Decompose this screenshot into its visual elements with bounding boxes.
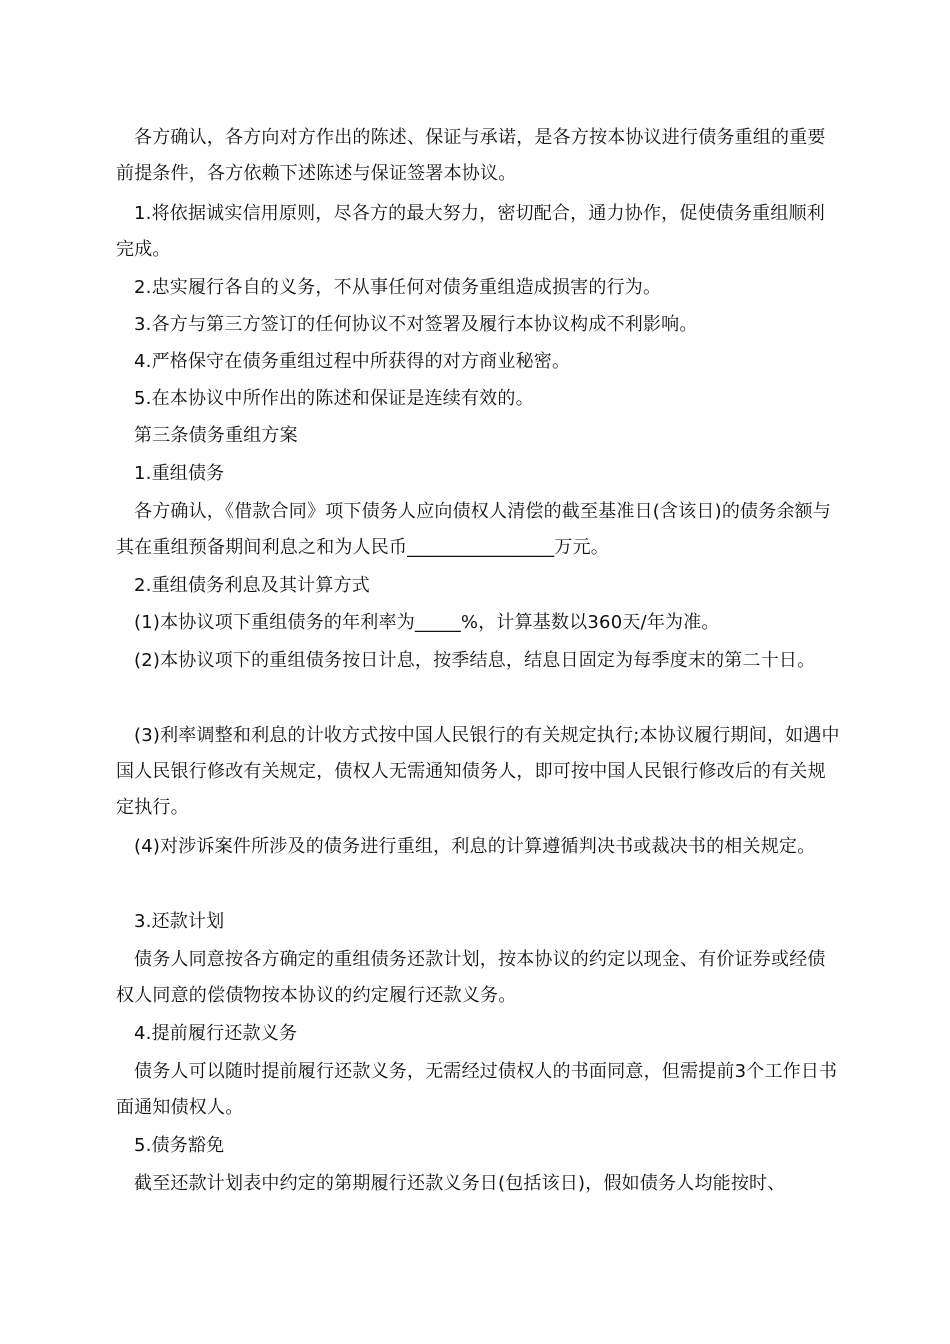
subheading-repayment-plan: 3.还款计划 bbox=[134, 911, 225, 932]
paragraph-early-repayment: 债务人可以随时提前履行还款义务，无需经过债权人的书面同意，但需提前3个工作日书面通知债权人。 bbox=[116, 1061, 838, 1118]
paragraph-rate-adjustment: (3)利率调整和利息的计收方式按中国人民银行的有关规定执行;本协议履行期间，如遇中国人民银行修改有关规定，债权人无需通知债务人，即可按中国人民银行修改后的有关规定执行。 bbox=[116, 725, 840, 818]
paragraph-debt-forgiveness: 截至还款计划表中约定的第期履行还款义务日(包括该日)，假如债务人均能按时、 bbox=[134, 1173, 786, 1194]
paragraph-interest-settlement: (2)本协议项下的重组债务按日计息，按季结息，结息日固定为每季度末的第二十日。 bbox=[134, 650, 816, 671]
paragraph-item-1: 1.将依据诚实信用原则，尽各方的最大努力，密切配合，通力协作，促使债务重组顺利完成。 bbox=[116, 203, 825, 260]
paragraph-litigation-debts: (4)对涉诉案件所涉及的债务进行重组，利息的计算遵循判决书或裁决书的相关规定。 bbox=[134, 836, 816, 857]
subheading-early-repayment: 4.提前履行还款义务 bbox=[134, 1023, 298, 1044]
subheading-interest-calculation: 2.重组债务利息及其计算方式 bbox=[134, 575, 370, 596]
paragraph-item-4: 4.严格保守在债务重组过程中所获得的对方商业秘密。 bbox=[134, 351, 571, 372]
section-heading-article-3: 第三条债务重组方案 bbox=[134, 425, 298, 446]
subheading-debt-forgiveness: 5.债务豁免 bbox=[134, 1135, 225, 1156]
subheading-restructured-debt: 1.重组债务 bbox=[134, 463, 225, 484]
paragraph-item-3: 3.各方与第三方签订的任何协议不对签署及履行本协议构成不利影响。 bbox=[134, 314, 698, 335]
paragraph-repayment-plan: 债务人同意按各方确定的重组债务还款计划，按本协议的约定以现金、有价证券或经债权人同意的偿债物按本协议的约定履行还款义务。 bbox=[116, 949, 826, 1006]
paragraph-debt-amount: 各方确认，《借款合同》项下债务人应向债权人清偿的截至基准日(含该日)的债务余额与其在重组预备期间利息之和为人民币________________万元。 bbox=[116, 501, 832, 558]
paragraph-representations-intro: 各方确认，各方向对方作出的陈述、保证与承诺，是各方按本协议进行债务重组的重要前提条件，各方依赖下述陈述与保证签署本协议。 bbox=[116, 127, 826, 184]
paragraph-item-2: 2.忠实履行各自的义务，不从事任何对债务重组造成损害的行为。 bbox=[134, 277, 662, 298]
paragraph-item-5: 5.在本协议中所作出的陈述和保证是连续有效的。 bbox=[134, 388, 534, 409]
paragraph-interest-rate: (1)本协议项下重组债务的年利率为_____%，计算基数以360天/年为准。 bbox=[134, 612, 720, 633]
